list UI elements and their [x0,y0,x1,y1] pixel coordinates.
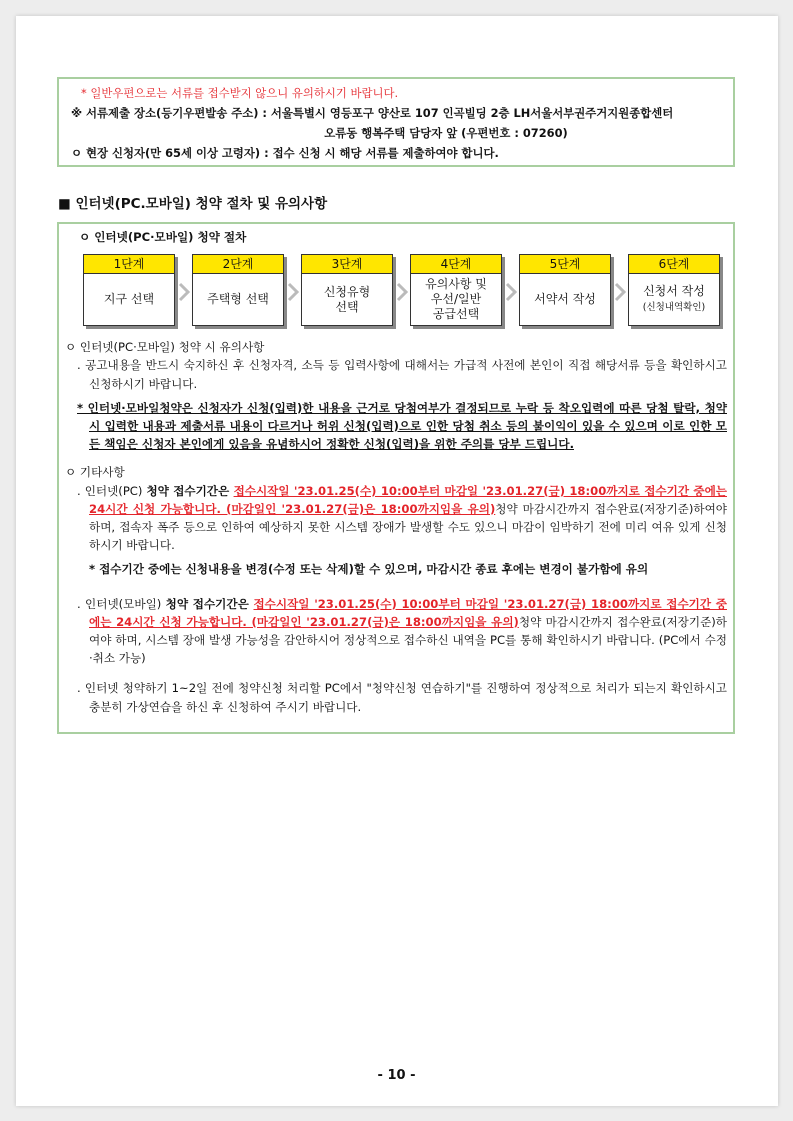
step-label: 유의사항 및 우선/일반 공급선택 [425,277,487,322]
step-label: 신청서 작성 (신청내역확인) [642,284,706,314]
change-note: * 접수기간 중에는 신청내용을 변경(수정 또는 삭제)할 수 있으며, 마감시간 종료 후에는 변경이 불가함에 유의 [89,562,649,577]
step-label: 주택형 선택 [207,292,269,307]
step-1 [83,254,175,326]
step-stage: 1단계 [84,255,174,274]
step-stage: 5단계 [520,255,610,274]
step-label: 지구 선택 [103,292,155,307]
step-4 [410,254,502,326]
chevron-right-icon [505,282,517,302]
notice-box [57,77,735,167]
procedure-heading: ㅇ 인터넷(PC·모바일) 청약 절차 [79,230,247,244]
onsite-applicant-note: ㅇ 현장 신청자(만 65세 이상 고령자) : 접수 신청 시 해당 서류를 제출하여야 합니다. [71,146,499,160]
step-5 [519,254,611,326]
section-title: ■ 인터넷(PC.모바일) 청약 절차 및 유의사항 [58,196,328,212]
step-note: (신청내역확인) [642,302,706,314]
step-2 [192,254,284,326]
chevron-right-icon [178,282,190,302]
procedure-box [57,222,735,734]
step-3 [301,254,393,326]
caution-warning: * 인터넷·모바일청약은 신청자가 신청(입력)한 내용을 근거로 당첨여부가 결정되므로 누락 등 착오입력에 따른 당첨 탈락, 청약시 입력한 내용과 제출서류 내용이 다르거나 허위 신청(입력)으로 인한 당첨 취소 등의 불이익이 있을 수 있으며 이로 인한 모든 책임은 신청자 본인에게 있음을 유념하시어 정확한 신청(입력)을 위한 주의를 당부 드립니다. [77,400,727,452]
etc-pc-item: . 인터넷(PC) 청약 접수기간은 접수시작일 '23.01.25(수) 10:00부터 마감일 '23.01.27(금) 18:00까지로 접수기간 중에는 24시간 신청 가능합니다. (마감일인 '23.01.27(금)은 18:00까지임을 유의)청약 마감시간까지 접수완료(저장기준)하여야 하며, 접속자 폭주 등으로 인하여 예상하지 못한 시스템 장애가 발생할 수도 있으니 마감이 임박하기 전에 미리 여유 있게 신청하시기 바랍니다. [77,483,727,553]
step-label: 신청유형 선택 [323,284,371,314]
etc-heading: ㅇ 기타사항 [65,465,125,480]
step-stage: 3단계 [302,255,392,274]
caution-heading: ㅇ 인터넷(PC·모바일) 청약 시 유의사항 [65,340,265,355]
chevron-right-icon [396,282,408,302]
etc-practice-item: . 인터넷 청약하기 1~2일 전에 청약신청 처리할 PC에서 "청약신청 연습하기"를 진행하여 정상적으로 처리가 되는지 확인하시고 충분히 가상연습을 하신 후 신청하여 주시기 바랍니다. [77,681,727,714]
step-stage: 6단계 [629,255,719,274]
chevron-right-icon [287,282,299,302]
step-6 [628,254,720,326]
step-stage: 4단계 [411,255,501,274]
page-number: - 10 - [377,1068,416,1083]
step-label: 서약서 작성 [534,292,596,307]
caution-item: . 공고내용을 반드시 숙지하신 후 신청자격, 소득 등 입력사항에 대해서는 가급적 사전에 본인이 직접 해당서류 등을 확인하시고 신청하시기 바랍니다. [77,358,727,391]
procedure-steps [65,254,727,330]
step-stage: 2단계 [193,255,283,274]
mail-warning: * 일반우편으로는 서류를 접수받지 않으니 유의하시기 바랍니다. [81,86,399,100]
submission-address: ※ 서류제출 장소(등기우편발송 주소) : 서울특별시 영등포구 양산로 107 인곡빌딩 2층 LH서울서부권주거지원종합센터 [71,106,674,120]
etc-mobile-item: . 인터넷(모바일) 청약 접수기간은 접수시작일 '23.01.25(수) 10:00부터 마감일 '23.01.27(금) 18:00까지로 접수기간 중에는 24시간 신청 가능합니다. (마감일인 '23.01.27(금)은 18:00까지임을 유의)청약 마감시간까지 접수완료(저장기준)하여야 하며, 시스템 장애 발생 가능성을 감안하시어 정상적으로 접수하신 내역을 PC를 통해 확인하시기 바랍니다. (PC에서 수정·취소 가능) [77,596,728,666]
chevron-right-icon [614,282,626,302]
submission-recipient: 오류동 행복주택 담당자 앞 (우편번호 : 07260) [324,126,568,140]
